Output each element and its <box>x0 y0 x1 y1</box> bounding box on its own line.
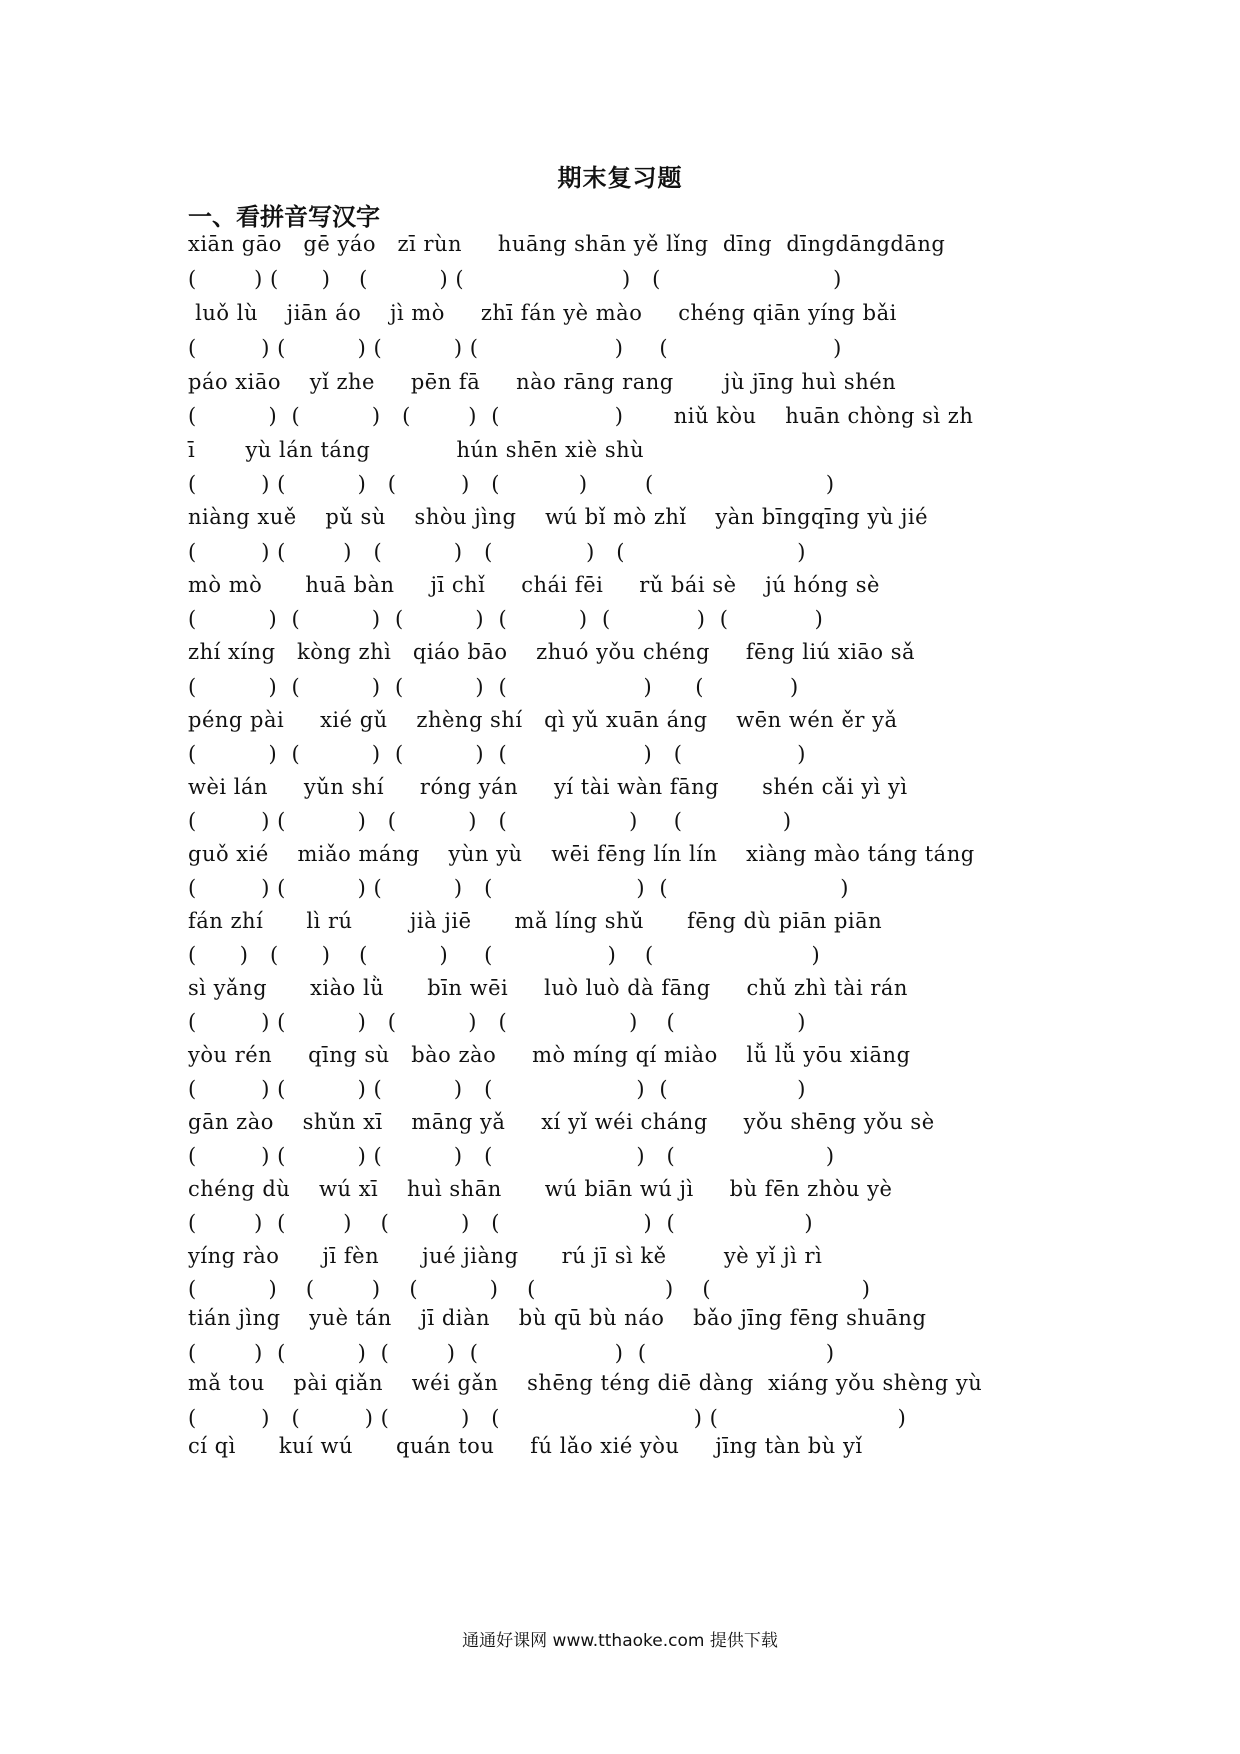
answer-blank-line: ( ) ( ) ( ) ( ) ( ) ( ) <box>188 607 824 631</box>
pinyin-line: luǒ lù jiān áo jì mò zhī fán yè mào chéng qiān yíng bǎi <box>188 301 897 325</box>
pinyin-line: ī yù lán táng hún shēn xiè shù <box>188 438 645 462</box>
answer-blank-line: ( ) ( ) ( ) ( ) ( ) <box>188 1211 814 1235</box>
pinyin-line: péng pài xié gǔ zhèng shí qì yǔ xuān áng wēn wén ěr yǎ <box>188 708 898 732</box>
section-heading: 一、看拼音写汉字 <box>188 203 380 231</box>
answer-blank-line: ( ) ( ) ( ) ( ) ( ) <box>188 1144 835 1168</box>
pinyin-line: páo xiāo yǐ zhe pēn fā nào rāng rang jù jīng huì shén <box>188 370 897 394</box>
answer-blank-line: ( ) ( ) ( ) ( ) ( ) <box>188 876 849 900</box>
answer-blank-line: ( ) ( ) ( ) ( ) ( ) <box>188 336 842 360</box>
answer-blank-line: ( ) ( ) ( ) ( ) ( ) <box>188 1406 907 1430</box>
answer-blank-line: ( ) ( ) ( ) ( ) ( ) <box>188 675 799 699</box>
pinyin-line: wèi lán yǔn shí róng yán yí tài wàn fāng shén cǎi yì yì <box>188 775 908 799</box>
answer-blank-line: ( ) ( ) ( ) ( ) ( ) <box>188 1010 806 1034</box>
answer-blank-line: ( ) ( ) ( ) ( ) ( ) <box>188 1077 806 1101</box>
answer-blank-line: ( ) ( ) ( ) ( ) ( ) <box>188 742 806 766</box>
answer-blank-line: ( ) ( ) ( ) ( ) ( ) <box>188 540 806 564</box>
answer-blank-line: ( ) ( ) ( ) ( ) ( ) <box>188 943 821 967</box>
answer-blank-line: ( ) ( ) ( ) ( ) ( ) <box>188 472 835 496</box>
pinyin-line: mò mò huā bàn jī chǐ chái fēi rǔ bái sè jú hóng sè <box>188 573 880 597</box>
pinyin-line: zhí xíng kòng zhì qiáo bāo zhuó yǒu chéng fēng liú xiāo sǎ <box>188 640 916 664</box>
answer-blank-line: ( ) ( ) ( ) ( ) ( ) <box>188 1341 835 1365</box>
answer-blank-line: ( ) ( ) ( ) ( ) ( ) <box>188 1277 871 1301</box>
answer-blank-line: ( ) ( ) ( ) ( ) ( ) <box>188 267 842 291</box>
pinyin-line: fán zhí lì rú jià jiē mǎ líng shǔ fēng dù piān piān <box>188 909 883 933</box>
pinyin-line: yíng rào jī fèn jué jiàng rú jī sì kě yè yǐ jì rì <box>188 1244 823 1268</box>
pinyin-line: cí qì kuí wú quán tou fú lǎo xié yòu jīng tàn bù yǐ <box>188 1434 863 1458</box>
pinyin-line: guǒ xié miǎo máng yùn yù wēi fēng lín lín xiàng mào táng táng <box>188 842 975 866</box>
pinyin-line: gān zào shǔn xī māng yǎ xí yǐ wéi cháng yǒu shēng yǒu sè <box>188 1110 935 1134</box>
pinyin-line: mǎ tou pài qiǎn wéi gǎn shēng téng diē dàng xiáng yǒu shèng yù <box>188 1371 983 1395</box>
answer-blank-line: ( ) ( ) ( ) ( ) niǔ kòu huān chòng sì zh <box>188 404 974 428</box>
pinyin-line: chéng dù wú xī huì shān wú biān wú jì bù fēn zhòu yè <box>188 1177 893 1201</box>
pinyin-line: tián jìng yuè tán jī diàn bù qū bù náo bǎo jīng fēng shuāng <box>188 1306 927 1330</box>
page-footer: 通通好课网 www.tthaoke.com 提供下载 <box>462 1631 778 1651</box>
pinyin-line: niàng xuě pǔ sù shòu jìng wú bǐ mò zhǐ yàn bīngqīng yù jié <box>188 505 929 529</box>
answer-blank-line: ( ) ( ) ( ) ( ) ( ) <box>188 809 792 833</box>
pinyin-line: sì yǎng xiào lǜ bīn wēi luò luò dà fāng chǔ zhì tài rán <box>188 976 908 1000</box>
pinyin-line: yòu rén qīng sù bào zào mò míng qí miào lǚ lǚ yōu xiāng <box>188 1043 911 1067</box>
pinyin-line: xiān gāo gē yáo zī rùn huāng shān yě lǐng dīng dīngdāngdāng <box>188 232 946 256</box>
page-title: 期末复习题 <box>557 164 683 192</box>
